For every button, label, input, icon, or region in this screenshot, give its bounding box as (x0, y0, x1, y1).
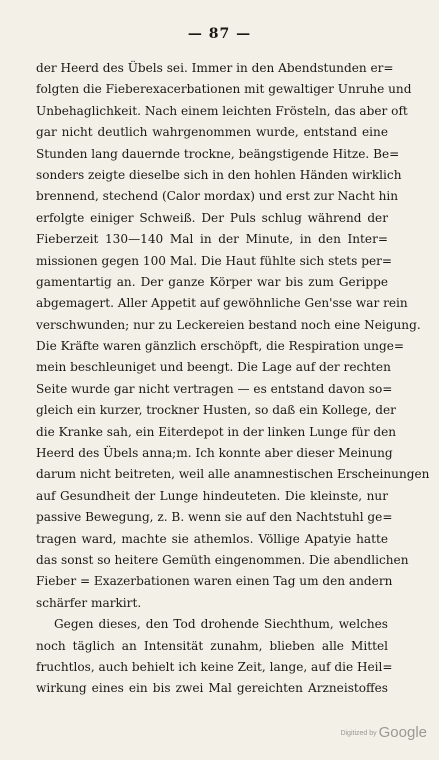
text-line: missionen gegen 100 Mal. Die Haut fühlte sich stets per= (36, 253, 393, 268)
text-line: brennend, stechend (Calor mordax) und erst zur Nacht hin (36, 189, 399, 204)
text-line: Fieber = Exazerbationen waren einen Tag um den andern (36, 574, 393, 589)
text-line: Die Kräfte waren gänzlich erschöpft, die Respiration unge= (36, 339, 405, 354)
text-line: sonders zeigte dieselbe sich in den hohlen Händen wirklich (36, 167, 402, 182)
body-text (36, 58, 430, 700)
text-line: passive Bewegung, z. B. wenn sie auf den Nachtstuhl ge= (36, 510, 393, 525)
text-line: tragen ward, machte sie athemlos. Völlige Apatyie hatte (36, 531, 388, 546)
text-line: verschwunden; nur zu Leckereien bestand noch eine Neigung. (36, 317, 421, 332)
text-line: gleich ein kurzer, trockner Husten, so daß ein Kollege, der (36, 403, 396, 418)
text-line: wirkung eines ein bis zwei Mal gereichten Arzneistoffes (36, 681, 388, 696)
text-line: Stunden lang dauernde trockne, beängstigende Hitze. Be= (36, 146, 400, 161)
text-line: das sonst so heitere Gemüth eingenommen. Die abendlichen (36, 552, 409, 567)
text-line: Heerd des Übels anna;m. Ich konnte aber dieser Meinung (36, 446, 393, 461)
text-line: folgten die Fieberexacerbationen mit gewaltiger Unruhe und (36, 82, 412, 97)
page-number: — 87 — (187, 26, 252, 42)
text-line: der Heerd des Übels sei. Immer in den Abendstunden er= (36, 61, 394, 75)
text-line: gar nicht deutlich wahrgenommen wurde, entstand eine (36, 125, 388, 140)
digitized-watermark (340, 724, 427, 742)
text-line: noch täglich an Intensität zunahm, blieben alle Mittel (36, 638, 388, 653)
text-line: die Kranke sah, ein Eiterdepot in der linken Lunge für den (36, 424, 397, 439)
google-logo: Google (378, 724, 427, 741)
text-line: auf Gesundheit der Lunge hindeuteten. Die kleinste, nur (36, 488, 388, 503)
text-line: Seite wurde gar nicht vertragen — es entstand davon so= (36, 381, 393, 396)
watermark-prefix: Digitized by (340, 730, 377, 737)
text-line: erfolgte einiger Schweiß. Der Puls schlug während der (36, 210, 388, 225)
text-line: Fieberzeit 130—140 Mal in der Minute, in den Inter= (36, 232, 388, 247)
text-line: darum nicht beitreten, weil alle anamnestischen Erscheinungen (36, 467, 430, 482)
text-line: mein beschleuniget und beengt. Die Lage auf der rechten (36, 360, 391, 375)
text-line: fruchtlos, auch behielt ich keine Zeit, lange, auf die Heil= (36, 659, 393, 674)
text-line: Unbehaglichkeit. Nach einem leichten Frösteln, das aber oft (36, 103, 408, 118)
text-line: gamentartig an. Der ganze Körper war bis zum Gerippe (36, 274, 388, 289)
text-line: abgemagert. Aller Appetit auf gewöhnliche Gen'sse war rein (36, 296, 408, 311)
paragraph-end-line: schärfer markirt. (36, 595, 142, 610)
paragraph-start-line: Gegen dieses, den Tod drohende Siechthum, welches (54, 617, 388, 632)
